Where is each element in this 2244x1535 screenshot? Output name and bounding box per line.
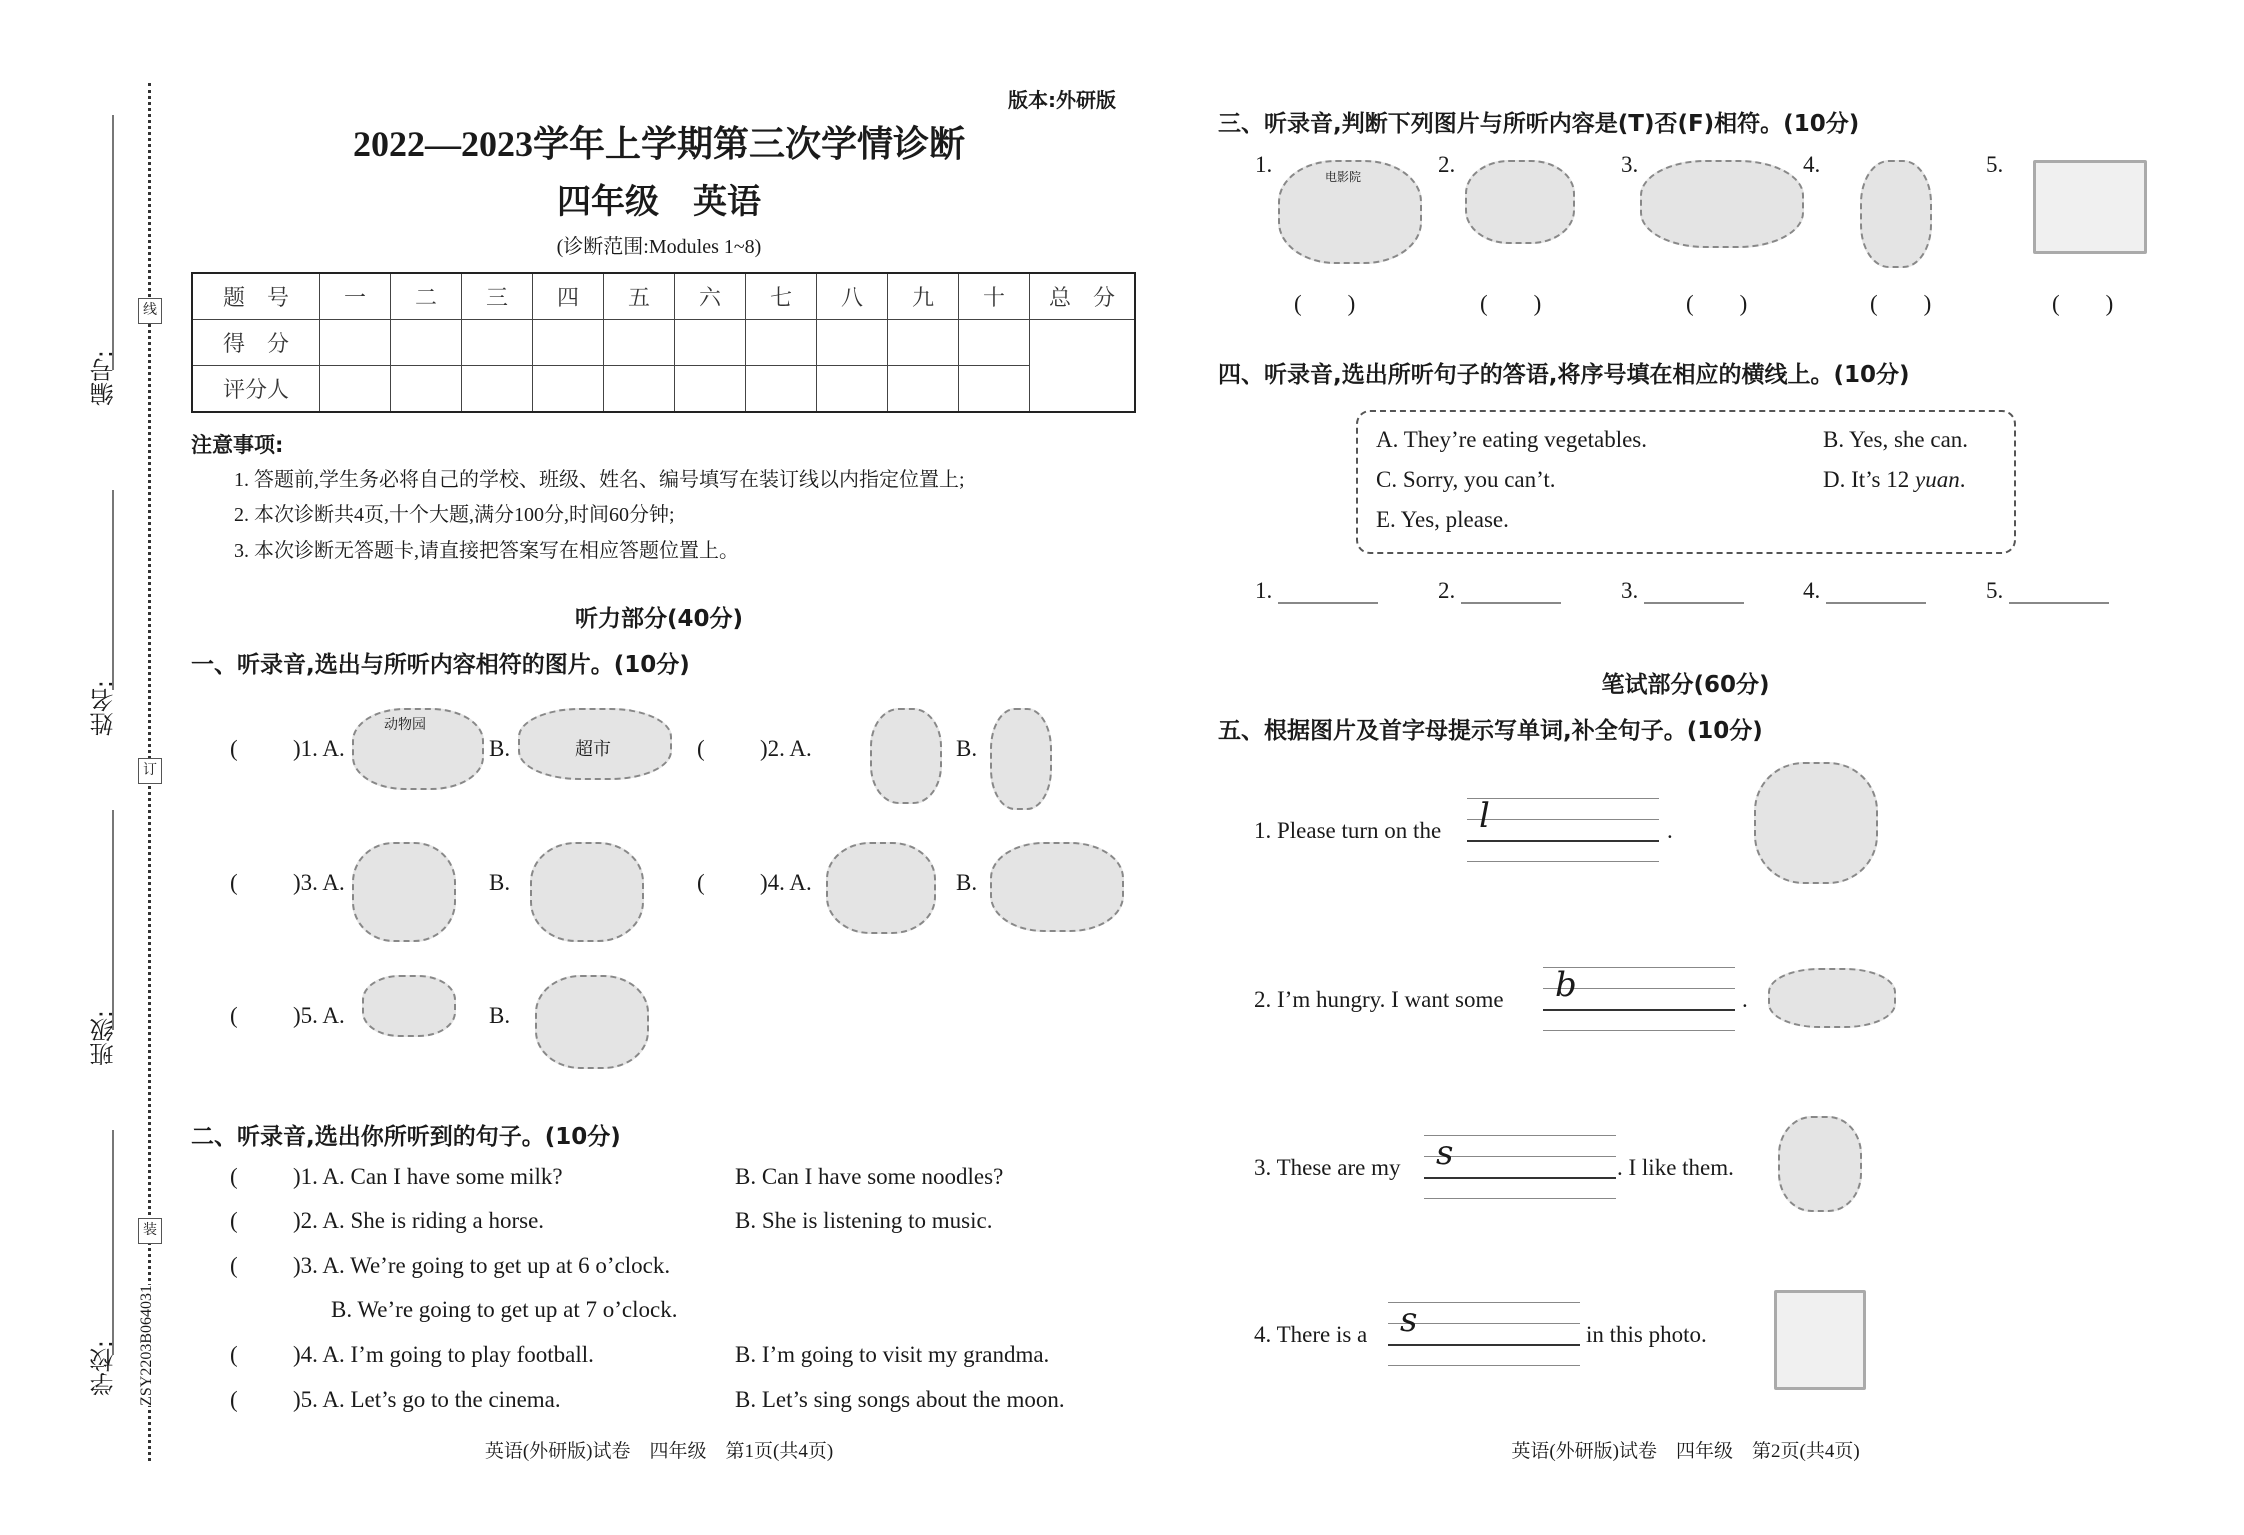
answer-paren-open[interactable]: ( xyxy=(230,736,238,761)
answer-paren[interactable]: ( ) xyxy=(1870,291,1932,316)
boy-reading-image xyxy=(870,708,942,804)
answer-paren-open[interactable]: ( xyxy=(230,1387,238,1412)
binding-mark-line: 线 xyxy=(138,298,162,324)
header-cell: 四 xyxy=(533,273,604,320)
answer-blank-line[interactable] xyxy=(1461,580,1561,604)
answer-paren-open[interactable]: ( xyxy=(697,736,705,761)
socks-image xyxy=(1778,1116,1862,1212)
answer-paren-open[interactable]: ( xyxy=(230,1208,238,1233)
score-cell[interactable] xyxy=(320,320,391,366)
option-d-suffix: . xyxy=(1959,467,1966,492)
school-field-label: 学校: xyxy=(90,1340,118,1397)
option-b: B. I’m going to visit my grandma. xyxy=(735,1342,1050,1367)
item-number: 2. xyxy=(1438,152,1456,177)
girl-painting-image xyxy=(1860,160,1932,268)
initial-letter-hint: l xyxy=(1479,796,1490,836)
header-cell: 题 号 xyxy=(192,273,320,320)
note-item: 3. 本次诊断无答题卡,请直接把答案写在相应答题位置上。 xyxy=(234,540,739,562)
answer-paren[interactable]: ( ) xyxy=(1294,291,1356,316)
grader-cell[interactable] xyxy=(320,366,391,413)
name-field-label: 姓名: xyxy=(90,680,118,737)
answer-paren-open[interactable]: ( xyxy=(230,1342,238,1367)
note-item: 2. 本次诊断共4页,十个大题,满分100分,时间60分钟; xyxy=(234,504,675,526)
sheep-photo-image xyxy=(1774,1290,1866,1390)
binding-mark-staple: 订 xyxy=(138,758,162,784)
question-number: )5. A. xyxy=(293,1003,345,1028)
bread-image xyxy=(1768,968,1896,1028)
option-d xyxy=(1823,467,1965,493)
page2-footer: 英语(外研版)试卷 四年级 第2页(共4页) xyxy=(1511,1441,1860,1462)
document-code: ZSY2203B064031 xyxy=(138,1285,155,1406)
candies-image xyxy=(535,975,649,1069)
birthday-party-image xyxy=(990,842,1124,932)
answer-paren-open[interactable]: ( xyxy=(697,870,705,895)
class-field-label: 班级: xyxy=(90,1010,118,1067)
item-number: 4. xyxy=(1803,152,1821,177)
girl-light-image xyxy=(1754,762,1878,884)
answer-paren[interactable]: ( ) xyxy=(2052,291,2114,316)
answer-paren[interactable]: ( ) xyxy=(1686,291,1748,316)
answer-blank-line[interactable] xyxy=(1826,580,1926,604)
grader-cell[interactable] xyxy=(888,366,959,413)
grader-cell[interactable] xyxy=(462,366,533,413)
option-b: B. Let’s sing songs about the moon. xyxy=(735,1387,1065,1412)
grader-cell[interactable] xyxy=(959,366,1030,413)
answer-writing-line[interactable] xyxy=(1424,1177,1616,1179)
score-cell[interactable] xyxy=(391,320,462,366)
answer-blank-item xyxy=(1255,578,1378,604)
answer-writing-line[interactable] xyxy=(1388,1344,1580,1346)
sentence-start: 2. I’m hungry. I want some xyxy=(1254,987,1504,1012)
header-cell: 六 xyxy=(675,273,746,320)
sentence-start: 1. Please turn on the xyxy=(1254,818,1442,843)
sentence-start: 3. These are my xyxy=(1254,1155,1401,1180)
section2-heading: 二、听录音,选出你所听到的句子。(10分) xyxy=(191,1124,621,1150)
supermarket-image xyxy=(518,708,672,780)
header-cell: 一 xyxy=(320,273,391,320)
cinema-park-image xyxy=(1278,160,1422,264)
grader-cell[interactable] xyxy=(533,366,604,413)
cinema-sign: 电影院 xyxy=(1325,170,1362,184)
score-table xyxy=(191,272,1136,413)
kids-basketball-image xyxy=(530,842,644,942)
option-e: E. Yes, please. xyxy=(1376,507,1509,532)
answer-paren-open[interactable]: ( xyxy=(230,1253,238,1278)
blank-number: 2. xyxy=(1438,578,1456,603)
option-b: B. She is listening to music. xyxy=(735,1208,993,1233)
answer-writing-line[interactable] xyxy=(1467,840,1659,842)
score-cell[interactable] xyxy=(533,320,604,366)
zoo-sign: 动物园 xyxy=(384,718,426,733)
option-a: )2. A. She is riding a horse. xyxy=(293,1208,545,1233)
page1-footer: 英语(外研版)试卷 四年级 第1页(共4页) xyxy=(484,1441,834,1462)
answer-blank-line[interactable] xyxy=(1644,580,1744,604)
row-label: 评分人 xyxy=(192,366,320,413)
grader-cell[interactable] xyxy=(746,366,817,413)
listening-part-title: 听力部分(40分) xyxy=(574,606,744,632)
question-number: )1. A. xyxy=(293,736,345,761)
total-score-cell[interactable] xyxy=(1030,320,1136,413)
score-cell[interactable] xyxy=(604,320,675,366)
answer-paren-open[interactable]: ( xyxy=(230,1003,238,1028)
exam-scope: (诊断范围:Modules 1~8) xyxy=(556,236,762,258)
option-a: )5. A. Let’s go to the cinema. xyxy=(293,1387,561,1412)
children-dancing-image xyxy=(1640,160,1804,248)
boy-taking-photo-image xyxy=(990,708,1052,810)
answer-blank-item xyxy=(1986,578,2109,604)
section4-heading: 四、听录音,选出所听句子的答语,将序号填在相应的横线上。(10分) xyxy=(1218,362,1910,388)
blank-number: 4. xyxy=(1803,578,1821,603)
zoo-gate-image xyxy=(352,708,484,790)
grader-cell[interactable] xyxy=(817,366,888,413)
score-cell[interactable] xyxy=(817,320,888,366)
answer-paren[interactable]: ( ) xyxy=(1480,291,1542,316)
writing-guide-line xyxy=(1467,819,1659,820)
family-mid-autumn-image xyxy=(826,842,936,934)
writing-guide-line xyxy=(1424,1198,1616,1199)
writing-guide-line xyxy=(1467,861,1659,862)
grader-cell[interactable] xyxy=(675,366,746,413)
option-d-text: D. It’s 12 xyxy=(1823,467,1915,492)
option-a: )4. A. I’m going to play football. xyxy=(293,1342,594,1367)
answer-writing-line[interactable] xyxy=(1543,1009,1735,1011)
item-number: 1. xyxy=(1255,152,1273,177)
grader-cell[interactable] xyxy=(604,366,675,413)
notes-title: 注意事项: xyxy=(191,433,284,457)
school-field-line[interactable] xyxy=(112,1130,114,1355)
option-d-italic: yuan xyxy=(1915,467,1960,492)
answer-blank-item xyxy=(1621,578,1744,604)
header-cell: 二 xyxy=(391,273,462,320)
question-number: )3. A. xyxy=(293,870,345,895)
option-b-label: B. xyxy=(956,870,978,895)
option-b: B. We’re going to get up at 7 o’clock. xyxy=(331,1297,678,1322)
writing-part-title: 笔试部分(60分) xyxy=(1601,672,1770,698)
option-c: C. Sorry, you can’t. xyxy=(1376,467,1556,492)
soup-bowl-image xyxy=(362,975,456,1037)
header-cell: 七 xyxy=(746,273,817,320)
row-label: 得 分 xyxy=(192,320,320,366)
writing-guide-line xyxy=(1543,1030,1735,1031)
number-field-label: 编号: xyxy=(90,350,118,407)
option-b-label: B. xyxy=(956,736,978,761)
score-cell[interactable] xyxy=(888,320,959,366)
question-number: )4. A. xyxy=(760,870,812,895)
option-a: A. They’re eating vegetables. xyxy=(1376,427,1647,452)
initial-letter-hint: b xyxy=(1555,965,1577,1005)
blank-number: 5. xyxy=(1986,578,2004,603)
section3-heading: 三、听录音,判断下列图片与所听内容是(T)否(F)相符。(10分) xyxy=(1218,111,1860,137)
answer-paren-open[interactable]: ( xyxy=(230,1164,238,1189)
note-item: 1. 答题前,学生务必将自己的学校、班级、姓名、编号填写在装订线以内指定位置上; xyxy=(234,469,965,491)
girls-talking-image xyxy=(352,842,456,942)
blank-number: 1. xyxy=(1255,578,1273,603)
section5-heading: 五、根据图片及首字母提示写单词,补全句子。(10分) xyxy=(1218,718,1763,744)
option-b: B. Can I have some noodles? xyxy=(735,1164,1004,1189)
writing-guide-line xyxy=(1467,798,1659,799)
score-table-header-row xyxy=(192,273,1135,320)
answer-blank-item xyxy=(1438,578,1561,604)
item-number: 3. xyxy=(1621,152,1639,177)
blank-number: 3. xyxy=(1621,578,1639,603)
score-cell[interactable] xyxy=(959,320,1030,366)
header-cell: 总 分 xyxy=(1030,273,1136,320)
score-cell[interactable] xyxy=(462,320,533,366)
answer-blank-line[interactable] xyxy=(1278,580,1378,604)
answer-blank-item xyxy=(1803,578,1926,604)
option-b-label: B. xyxy=(489,1003,511,1028)
sentence-end: in this photo. xyxy=(1586,1322,1707,1347)
grader-row xyxy=(192,366,1135,413)
option-b: B. Yes, she can. xyxy=(1823,427,1969,452)
sentence-end: . I like them. xyxy=(1617,1155,1734,1180)
initial-letter-hint: s xyxy=(1400,1300,1418,1340)
score-cell[interactable] xyxy=(746,320,817,366)
item-number: 5. xyxy=(1986,152,2004,177)
option-a: )3. A. We’re going to get up at 6 o’clock. xyxy=(293,1253,671,1278)
initial-letter-hint: s xyxy=(1436,1133,1454,1173)
edition-label: 版本:外研版 xyxy=(1008,88,1116,112)
option-b-label: B. xyxy=(489,736,511,761)
header-cell: 五 xyxy=(604,273,675,320)
answer-paren-open[interactable]: ( xyxy=(230,870,238,895)
name-field-line[interactable] xyxy=(112,490,114,690)
grader-cell[interactable] xyxy=(391,366,462,413)
score-cell[interactable] xyxy=(675,320,746,366)
writing-guide-line xyxy=(1388,1365,1580,1366)
sentence-end: . xyxy=(1742,987,1748,1012)
header-cell: 三 xyxy=(462,273,533,320)
question-number: )2. A. xyxy=(760,736,812,761)
exam-subtitle: 四年级 英语 xyxy=(557,182,761,222)
sentence-start: 4. There is a xyxy=(1254,1322,1368,1347)
binding-mark-bind: 装 xyxy=(138,1218,162,1244)
option-a: )1. A. Can I have some milk? xyxy=(293,1164,563,1189)
mooncakes-image xyxy=(1465,160,1575,244)
exam-title: 2022—2023学年上学期第三次学情诊断 xyxy=(352,124,965,164)
option-b-label: B. xyxy=(489,870,511,895)
supermarket-sign: 超市 xyxy=(575,739,611,759)
header-cell: 九 xyxy=(888,273,959,320)
header-cell: 八 xyxy=(817,273,888,320)
picnic-photo-image xyxy=(2033,160,2147,254)
header-cell: 十 xyxy=(959,273,1030,320)
answer-blank-line[interactable] xyxy=(2009,580,2109,604)
score-row xyxy=(192,320,1135,366)
class-field-line[interactable] xyxy=(112,810,114,1030)
section1-heading: 一、听录音,选出与所听内容相符的图片。(10分) xyxy=(191,652,690,678)
sentence-end: . xyxy=(1667,818,1673,843)
